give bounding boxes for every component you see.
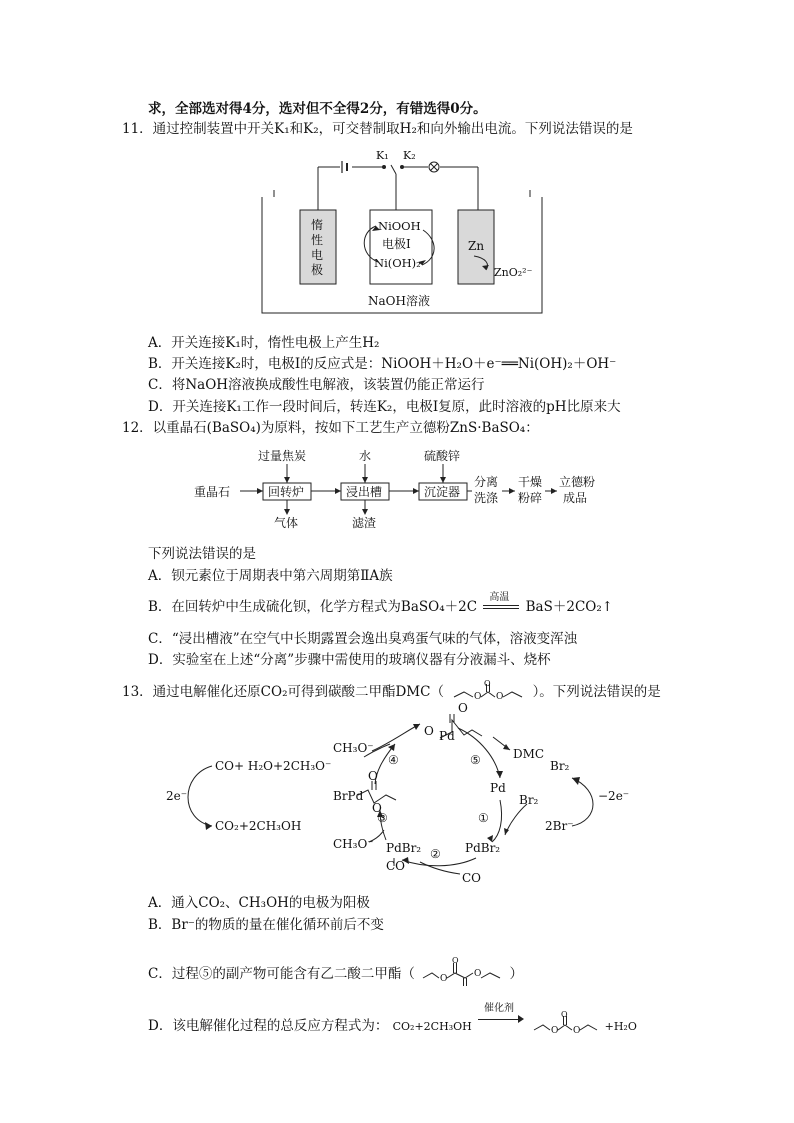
q11-stem: 11．通过控制装置中开关K₁和K₂，可交替制取H₂和向外输出电流。下列说法错误的是 (122, 121, 633, 137)
svg-text:O: O (440, 974, 448, 984)
flow-end-product: 成品 (563, 491, 588, 505)
cycle-pd-right: Pd (490, 781, 506, 795)
svg-text:O: O (474, 969, 482, 979)
cycle-dmc: DMC (513, 747, 545, 761)
svg-text:O: O (573, 1026, 581, 1036)
q13-option-c-tail: ） (509, 966, 523, 982)
svg-text:O: O (474, 692, 482, 702)
flow-input-water: 水 (359, 449, 372, 463)
cycle-step-5: ⑤ (470, 753, 481, 767)
q13-option-d (148, 1003, 637, 1036)
cycle-step-3: ③ (377, 811, 388, 825)
q13-option-a: A．通入CO₂、CH₃OH的电极为阳极 (148, 895, 370, 911)
cycle-right-top: Br₂ (550, 759, 570, 773)
svg-text:O: O (561, 1010, 568, 1019)
cycle-o-left-2: O (372, 801, 382, 815)
flow-input-coke: 过量焦炭 (258, 449, 307, 463)
cycle-br2-inner: Br₂ (519, 793, 539, 807)
flow-box-rotary-kiln: 回转炉 (268, 485, 305, 499)
svg-text:O: O (484, 679, 491, 688)
cycle-left-electrons: 2e⁻ (166, 789, 188, 803)
q11-option-d: D．开关连接K₁工作一段时间后，转连K₂，电极Ⅰ复原，此时溶液的pH比原来大 (148, 399, 621, 415)
dimethyl-oxalate-structure-icon (419, 956, 505, 986)
naoh-solution-label: NaOH溶液 (368, 294, 430, 308)
q13-option-c-text: C．过程⑤的副产物可能含有乙二酸二甲酯（ (148, 966, 415, 982)
cycle-left-bottom: CO₂+2CH₃OH (215, 819, 302, 833)
section-instruction: 求，全部选对得4分，选对但不全得2分，有错选得0分。 (148, 101, 487, 117)
q12-stem: 12．以重晶石(BaSO₄)为原料，按如下工艺生产立德粉ZnS·BaSO₄： (122, 420, 539, 436)
flow-step-dry: 干燥 (518, 475, 543, 489)
q13-option-c (148, 956, 523, 986)
q13-stem-tail: ）。下列说法错误的是 (532, 684, 661, 700)
flow-step-separate: 分离 (474, 475, 499, 489)
q12-option-a: A．钡元素位于周期表中第六周期第ⅡA族 (148, 568, 393, 584)
svg-text:O: O (551, 1026, 559, 1036)
q11-option-c: C．将NaOH溶液换成酸性电解液，该装置仍能正常运行 (148, 377, 485, 393)
flow-output-gas: 气体 (274, 516, 299, 530)
q13-option-d-right: +H₂O (604, 1020, 637, 1033)
svg-text:O: O (452, 956, 459, 965)
cycle-left-top: CO+ H₂O+2CH₃O⁻ (215, 759, 332, 773)
cycle-co-bottom: CO (462, 871, 482, 885)
cycle-o-top-2: O (458, 701, 468, 715)
zn-label: Zn (468, 239, 485, 253)
inert-electrode-label-4: 极 (311, 263, 324, 277)
zno2-label: ZnO₂²⁻ (494, 266, 533, 279)
cycle-pdbr2-right: PdBr₂ (465, 841, 501, 855)
k2-label: K₂ (403, 149, 416, 162)
dmc-product-structure-icon (530, 1010, 600, 1036)
inert-electrode-label-2: 性 (311, 233, 324, 247)
cycle-o-top: O (424, 724, 434, 738)
cycle-brpd: BrPd (333, 789, 364, 803)
cycle-co-left: CO (386, 859, 406, 873)
q11-option-a: A．开关连接K₁时，惰性电极上产生H₂ (148, 335, 380, 351)
flow-start: 重晶石 (194, 485, 231, 499)
cycle-pdbr2-left: PdBr₂ (386, 841, 422, 855)
q13-option-b: B．Br⁻的物质的量在催化循环前后不变 (148, 917, 384, 933)
cycle-step-2: ② (430, 847, 441, 861)
flow-box-precipitator: 沉淀器 (424, 485, 461, 499)
q12-option-b-text: B．在回转炉中生成硫化钡，化学方程式为BaSO₄＋2C (148, 599, 478, 615)
q12-option-d: D．实验室在上述“分离”步骤中需使用的玻璃仪器有分液漏斗、烧杯 (148, 652, 551, 668)
electrode1-bottom-label: Ni(OH)₂ (374, 256, 421, 270)
inert-electrode-label-1: 惰 (311, 218, 324, 232)
q13-option-d-text: D．该电解催化过程的总反应方程式为： (148, 1018, 389, 1034)
flow-box-leach-tank: 浸出槽 (346, 485, 383, 499)
cycle-o-left-1: O (368, 769, 378, 783)
cycle-right-bottom: 2Br⁻ (545, 819, 574, 833)
cycle-right-electrons: −2e⁻ (598, 789, 630, 803)
cycle-ch3o-bottom: CH₃O⁻ (333, 837, 374, 851)
cycle-step-1: ① (478, 811, 489, 825)
inert-electrode-label-3: 电 (311, 248, 324, 262)
q11-option-b: B．开关连接K₂时，电极Ⅰ的反应式是：NiOOH＋H₂O＋e⁻══Ni(OH)₂＋OH⁻ (148, 356, 617, 372)
q13-option-d-arrow (476, 1003, 526, 1028)
q12-option-b-condition: 高温 (489, 592, 510, 603)
q13-stem-text: 13．通过电解催化还原CO₂可得到碳酸二甲酯DMC（ (122, 684, 444, 700)
flow-input-znso4: 硫酸锌 (424, 449, 461, 463)
q12-option-b-tail: BaS＋2CO₂↑ (525, 599, 614, 615)
flow-end-lithopone: 立德粉 (559, 475, 596, 489)
q13-option-d-left: CO₂+2CH₃OH (392, 1020, 472, 1033)
cycle-ch3o-top: CH₃O⁻ (333, 741, 374, 755)
k1-label: K₁ (376, 149, 389, 162)
q12-question: 下列说法错误的是 (148, 546, 256, 562)
cycle-pd-top: Pd (439, 729, 455, 743)
q13-option-d-condition: 催化剂 (484, 1003, 515, 1014)
flow-step-crush: 粉碎 (518, 491, 543, 505)
cycle-step-4: ④ (388, 753, 399, 767)
svg-text:O: O (496, 692, 504, 702)
flow-output-residue: 滤渣 (352, 516, 377, 530)
q12-option-c: C．“浸出槽液”在空气中长期露置会逸出臭鸡蛋气味的气体，溶液变浑浊 (148, 631, 578, 647)
flow-step-wash: 洗涤 (474, 491, 499, 505)
electrode1-top-label: NiOOH (378, 219, 421, 233)
electrode1-mid-label: 电极Ⅰ (382, 237, 411, 251)
